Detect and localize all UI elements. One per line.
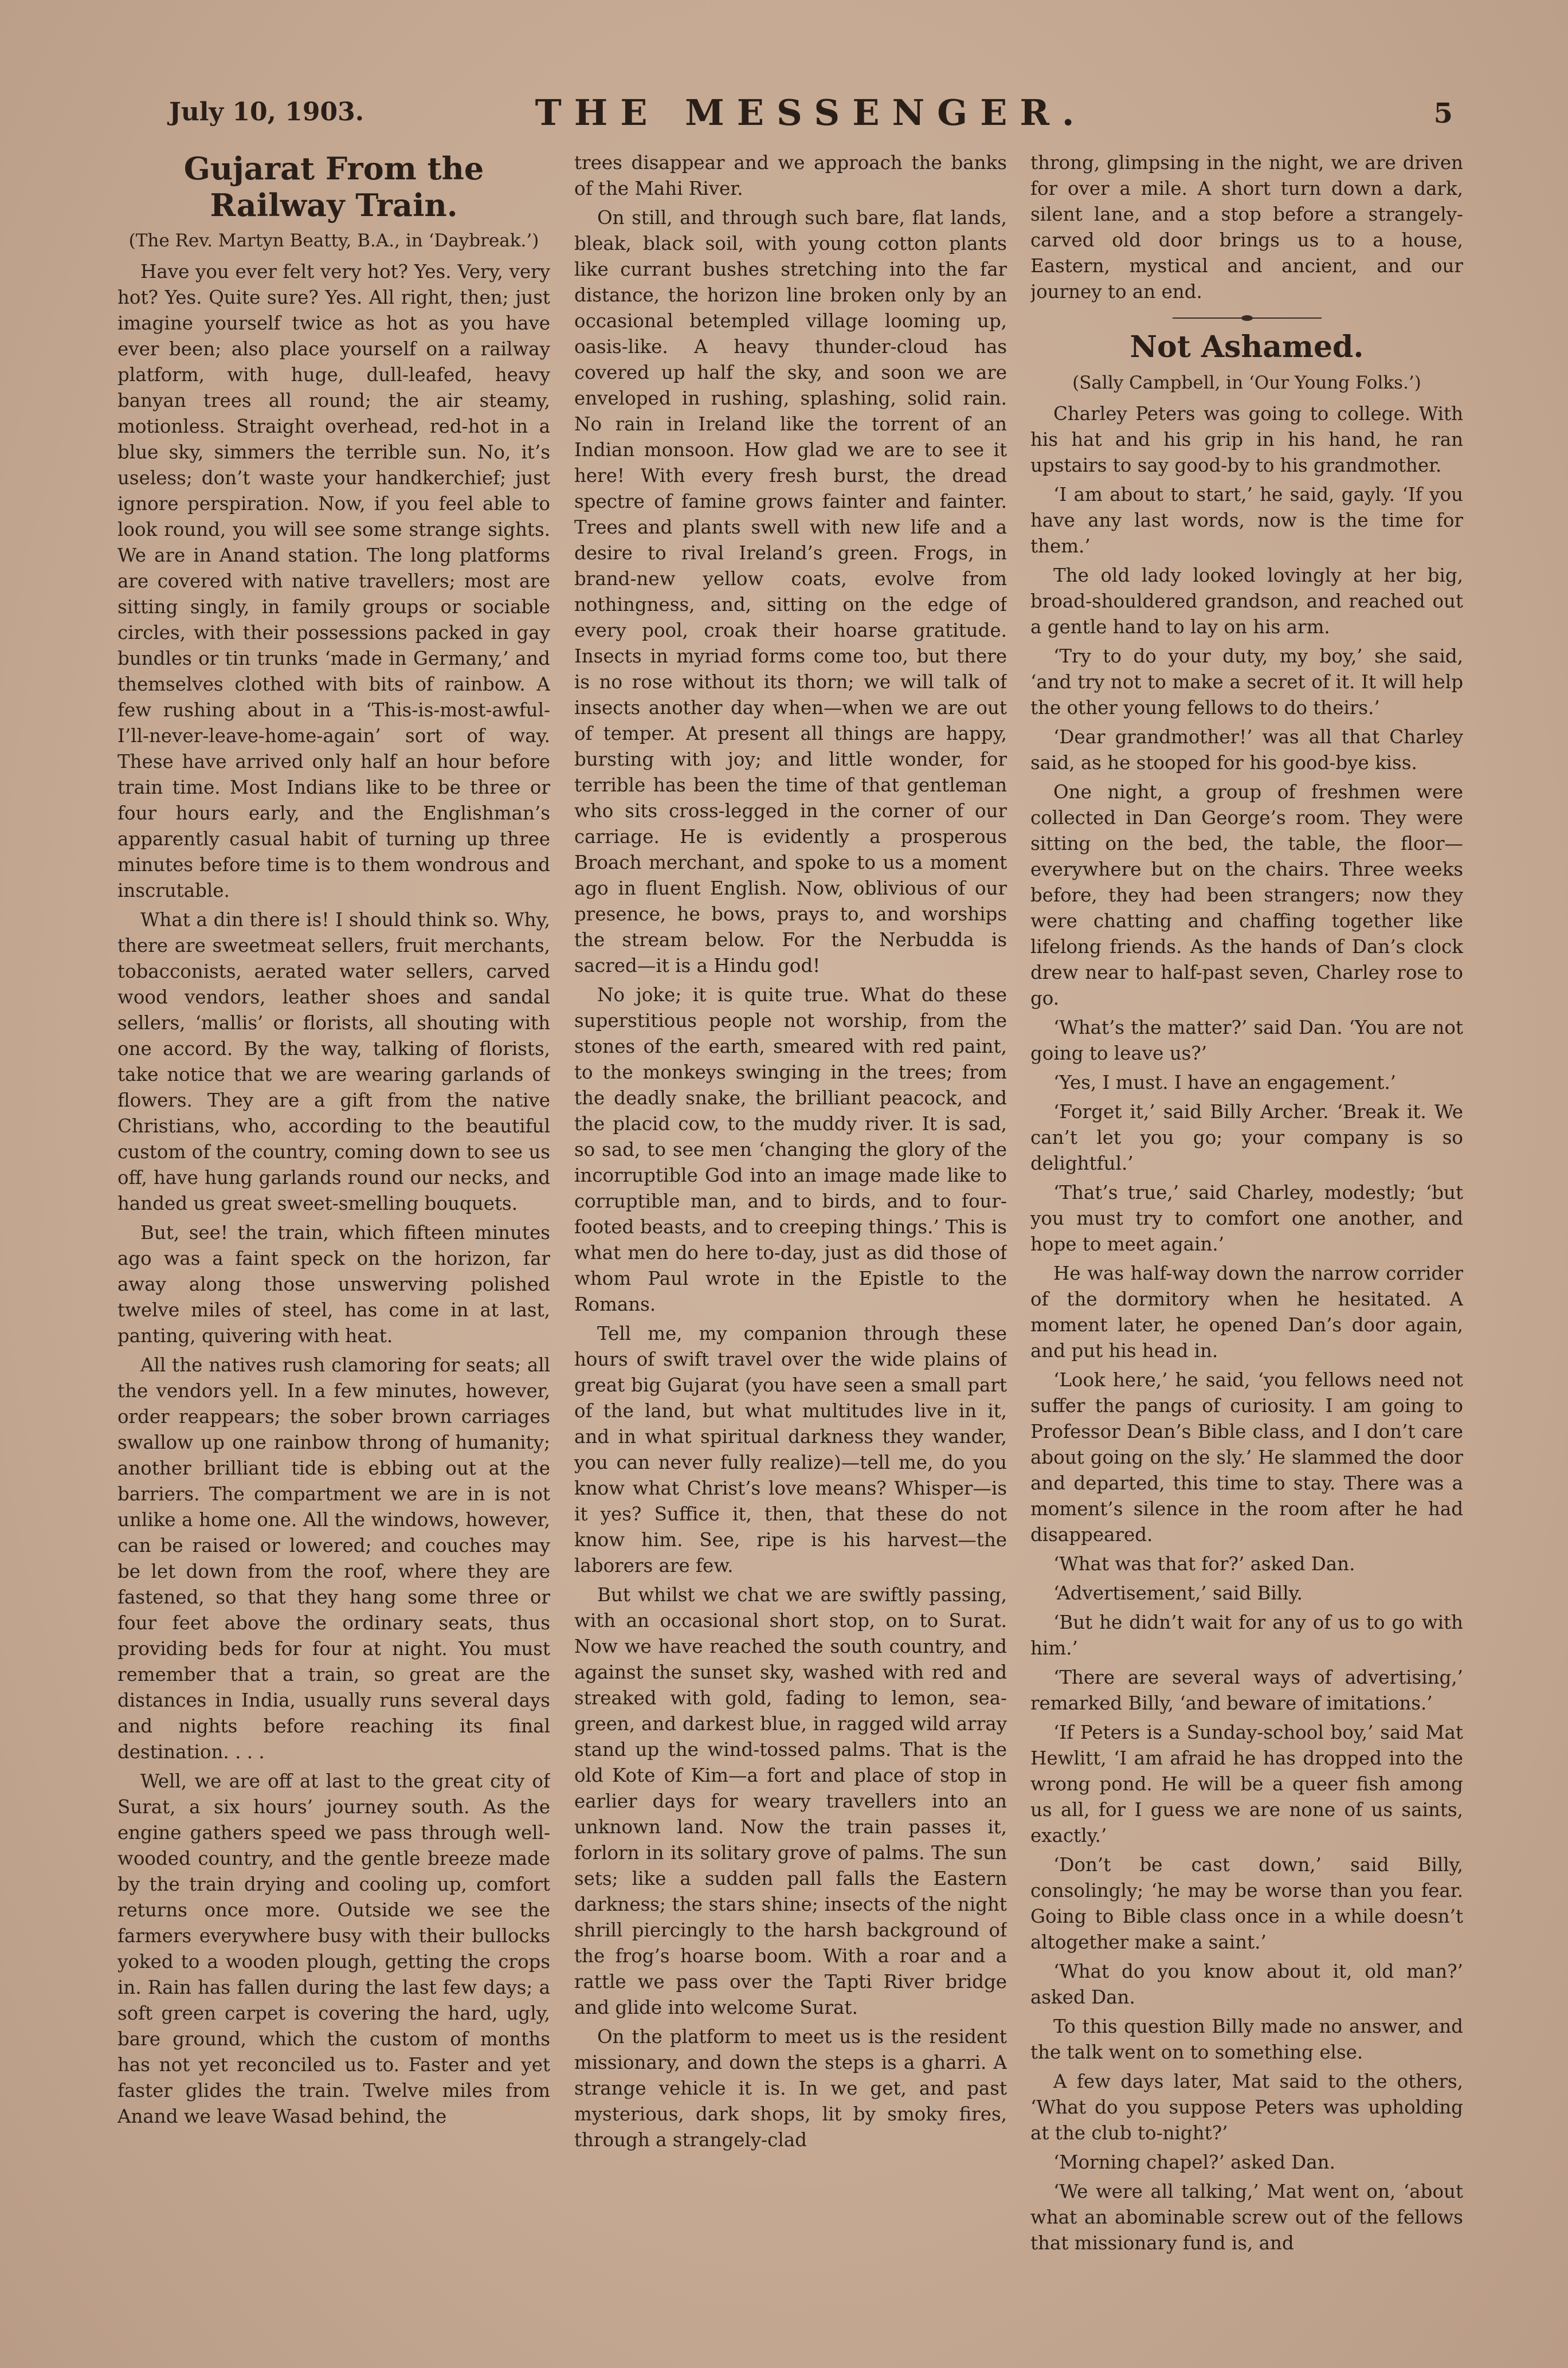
paragraph: ‘Dear grandmother!’ was all that Charley said, as he stooped for his good-bye kiss. — [1030, 726, 1463, 774]
column-2 — [574, 150, 1007, 2271]
article-title-gujarat: Gujarat From the Railway Train. — [183, 150, 484, 224]
masthead-title: THE MESSENGER. — [535, 92, 1087, 134]
column-1 — [117, 150, 550, 2271]
paragraph: But whilst we chat we are swiftly passing, with an occasional short stop, on to Surat. Now we have reached the south country, and against the sunset sky, washed with red and streaked with gold, fading to lemon, sea-green, and darkest blue, in ragged wild array stand up the wind-tossed palms. That is the old Kote of Kim—a fort and place of stop in earlier days for weary travellers into an unknown land. Now the train passes it, forlorn in its solitary grove of palms. The sun sets; like a sudden pall falls the Eastern darkness; the stars shine; insects of the night shrill piercingly to the harsh background of the frog’s hoarse boom. With a roar and a rattle we pass over the Tapti River bridge and glide into welcome Surat. — [574, 1584, 1007, 2018]
paragraph: ‘Yes, I must. I have an engagement.’ — [1053, 1072, 1396, 1093]
paragraph: But, see! the train, which fifteen minutes ago was a faint speck on the horizon, far away along those unswerving polished twelve miles of steel, has come in at last, panting, quivering with heat. — [117, 1222, 550, 1347]
section-divider — [1173, 315, 1322, 321]
paragraph: ‘If Peters is a Sunday-school boy,’ said Mat Hewlitt, ‘I am afraid he has dropped into the wrong pond. He will be a queer fish among us all, for I guess we are none of us saints, exactly.’ — [1030, 1722, 1463, 1846]
paragraph: The old lady looked lovingly at her big, broad-shouldered grandson, and reached out a gentle hand to lay on his arm. — [1030, 564, 1463, 638]
column-3 — [1030, 150, 1463, 2271]
paragraph: ‘We were all talking,’ Mat went on, ‘about what an abominable screw out of the fellows that missionary fund is, and — [1030, 2181, 1463, 2254]
paragraph: ‘I am about to start,’ he said, gayly. ‘If you have any last words, now is the time for them.’ — [1030, 484, 1463, 557]
article-body-not-ashamed — [1030, 401, 1463, 2256]
paragraph: Tell me, my companion through these hours of swift travel over the wide plains of great big Gujarat (you have seen a small part of the land, but what multitudes live in it, and in what spiritual darkness they wander, you can never fully realize)—tell me, do you know what Christ’s love means? Whisper—is it yes? Suffice it, then, that these do not know him. See, ripe is his harvest—the laborers are few. — [574, 1323, 1007, 1577]
paragraph: trees disappear and we approach the banks of the Mahi River. — [574, 152, 1007, 199]
paragraph: ‘Morning chapel?’ asked Dan. — [1053, 2151, 1335, 2173]
paragraph: ‘Try to do your duty, my boy,’ she said, ‘and try not to make a secret of it. It will help the other young fellows to do theirs.’ — [1030, 645, 1463, 719]
paragraph: ‘That’s true,’ said Charley, modestly; ‘but you must try to comfort one another, and hope to meet again.’ — [1030, 1182, 1463, 1255]
paragraph: All the natives rush clamoring for seats; all the vendors yell. In a few minutes, however, order reappears; the sober brown carriages swallow up one rainbow throng of humanity; another brilliant tide is ebbing out at the barriers. The compartment we are in is not unlike a home one. All the windows, however, can be raised or lowered; and couches may be let down from the roof, where they are fastened, so that they hang some three or four feet above the ordinary seats, thus providing beds for four at night. You must remember that a train, so great are the distances in India, usually runs several days and nights before reaching its final destination. . . . — [117, 1354, 550, 1763]
page-number: 5 — [1433, 97, 1453, 130]
paragraph: ‘There are several ways of advertising,’ remarked Billy, ‘and beware of imitations.’ — [1030, 1667, 1463, 1714]
page-header — [169, 92, 1453, 143]
paragraph: ‘Advertisement,’ said Billy. — [1053, 1582, 1303, 1604]
paragraph: ‘What was that for?’ asked Dan. — [1053, 1553, 1355, 1575]
paragraph: What a din there is! I should think so. Why, there are sweetmeat sellers, fruit merchants, tobacconists, aerated water sellers, carved wood vendors, leather shoes and sandal sellers, ‘mallis’ or florists, all shouting with one accord. By the way, talking of florists, take notice that we are wearing garlands of flowers. They are a gift from the native Christians, who, according to the beautiful custom of the country, coming down to see us off, have hung garlands round our necks, and handed us great sweet-smelling bouquets. — [117, 909, 550, 1214]
paragraph: throng, glimpsing in the night, we are driven for over a mile. A short turn down a dark, silent lane, and a stop before a strangely-carved old door brings us to a house, Eastern, mystical and ancient, and our journey to an end. — [1030, 152, 1463, 303]
paragraph: Have you ever felt very hot? Yes. Very, very hot? Yes. Quite sure? Yes. All right, then; just imagine yourself twice as hot as you have ever been; also place yourself on a railway platform, with huge, dull-leafed, heavy banyan trees all round; the air steamy, motionless. Straight overhead, red-hot in a blue sky, simmers the terrible sun. No, it’s useless; don’t waste your handkerchief; just ignore perspiration. Now, if you feel able to look round, you will see some strange sights. We are in Anand station. The long platforms are covered with native travellers; most are sitting singly, in family groups or sociable circles, with their possessions packed in gay bundles or tin trunks ‘made in Germany,’ and themselves clothed with bits of rainbow. A few rushing about in a ‘This-is-most-awful-I’ll-never-leave-home-again’ sort of way. These have arrived only half an hour before train time. Most Indians like to be three or four hours early, and the Englishman’s apparently casual habit of turning up three minutes before time is to them wondrous and inscrutable. — [117, 261, 550, 901]
paragraph: To this question Billy made no answer, and the talk went on to something else. — [1030, 2016, 1463, 2063]
paragraph: Well, we are off at last to the great city of Surat, a six hours’ journey south. As the engine gathers speed we pass through well-wooded country, and the gentle breeze made by the train drying and cooling up, comfort returns once more. Outside we see the farmers everywhere busy with their bullocks yoked to a wooden plough, getting the crops in. Rain has fallen during the last few days; a soft green carpet is covering the hard, ugly, bare ground, which the custom of months has not yet reconciled us to. Faster and yet faster glides the train. Twelve miles from Anand we leave Wasad behind, the — [117, 1770, 550, 2127]
paragraph: He was half-way down the narrow corrider of the dormitory when he hesitated. A moment later, he opened Dan’s door again, and put his head in. — [1030, 1263, 1463, 1362]
paragraph: ‘Don’t be cast down,’ said Billy, consolingly; ‘he may be worse than you fear. Going to Bible class once in a while doesn’t altogether make a saint.’ — [1030, 1854, 1463, 1953]
paragraph: On still, and through such bare, flat lands, bleak, black soil, with young cotton plants like currant bushes stretching into the far distance, the horizon line broken only by an occasional betempled village looming up, oasis-like. A heavy thunder-cloud has covered up half the sky, and soon we are enveloped in rushing, splashing, solid rain. No rain in Ireland like the torrent of an Indian monsoon. How glad we are to see it here! With every fresh burst, the dread spectre of famine grows fainter and fainter. Trees and plants swell with new life and a desire to rival Ireland’s green. Frogs, in brand-new yellow coats, evolve from nothingness, and, sitting on the edge of every pool, croak their hoarse gratitude. Insects in myriad forms come too, but there is no rose without its thorn; we will talk of insects another day when—when we are out of temper. At present all things are happy, bursting with joy; and little wonder, for terrible has been the time of that gentleman who sits cross-legged in the corner of our carriage. He is evidently a prosperous Broach merchant, and spoke to us a moment ago in fluent English. Now, oblivious of our presence, he bows, prays to, and worships the stream below. For the Nerbudda is sacred—it is a Hindu god! — [574, 207, 1007, 977]
divider-ornament — [1241, 315, 1253, 321]
issue-date: July 10, 1903. — [169, 97, 364, 127]
paragraph: ‘What do you know about it, old man?’ asked Dan. — [1030, 1961, 1463, 2008]
paragraph: ‘Forget it,’ said Billy Archer. ‘Break it. We can’t let you go; your company is so delightful.’ — [1030, 1101, 1463, 1174]
paragraph: A few days later, Mat said to the others, ‘What do you suppose Peters was upholding at the club to-night?’ — [1030, 2071, 1463, 2144]
article-title-not-ashamed: Not Ashamed. — [1130, 330, 1364, 364]
paragraph: On the platform to meet us is the resident missionary, and down the steps is a gharri. A strange vehicle it is. In we get, and past mysterious, dark shops, lit by smoky fires, through a strangely-clad — [574, 2026, 1007, 2151]
paragraph: Charley Peters was going to college. With his hat and his grip in his hand, he ran upstairs to say good-by to his grandmother. — [1030, 403, 1463, 476]
article-byline-gujarat: (The Rev. Martyn Beatty, B.A., in ‘Daybreak.’) — [128, 230, 539, 251]
paragraph: No joke; it is quite true. What do these superstitious people not worship, from the stones of the earth, smeared with red paint, to the monkeys swinging in the trees; from the deadly snake, the brilliant peacock, and the placid cow, to the muddy river. It is sad, so sad, to see men ‘changing the glory of the incorruptible God into an image made like to corruptible man, and to birds, and to four-footed beasts, and to creeping things.’ This is what men do here to-day, just as did those of whom Paul wrote in the Epistle to the Romans. — [574, 984, 1007, 1315]
paragraph: ‘What’s the matter?’ said Dan. ‘You are not going to leave us?’ — [1030, 1017, 1463, 1064]
paragraph: One night, a group of freshmen were collected in Dan George’s room. They were sitting on the bed, the table, the floor—everywhere but on the chairs. Three weeks before, they had been strangers; now they were chatting and chaffing together like lifelong friends. As the hands of Dan’s clock drew near to half-past seven, Charley rose to go. — [1030, 781, 1463, 1009]
paragraph: ‘But he didn’t wait for any of us to go with him.’ — [1030, 1612, 1463, 1659]
paragraph: ‘Look here,’ he said, ‘you fellows need not suffer the pangs of curiosity. I am going to Professor Dean’s Bible class, and I don’t care about going on the sly.’ He slammed the door and departed, this time to stay. There was a moment’s silence in the room after he had disappeared. — [1030, 1369, 1463, 1546]
article-byline-not-ashamed: (Sally Campbell, in ‘Our Young Folks.’) — [1072, 373, 1421, 393]
